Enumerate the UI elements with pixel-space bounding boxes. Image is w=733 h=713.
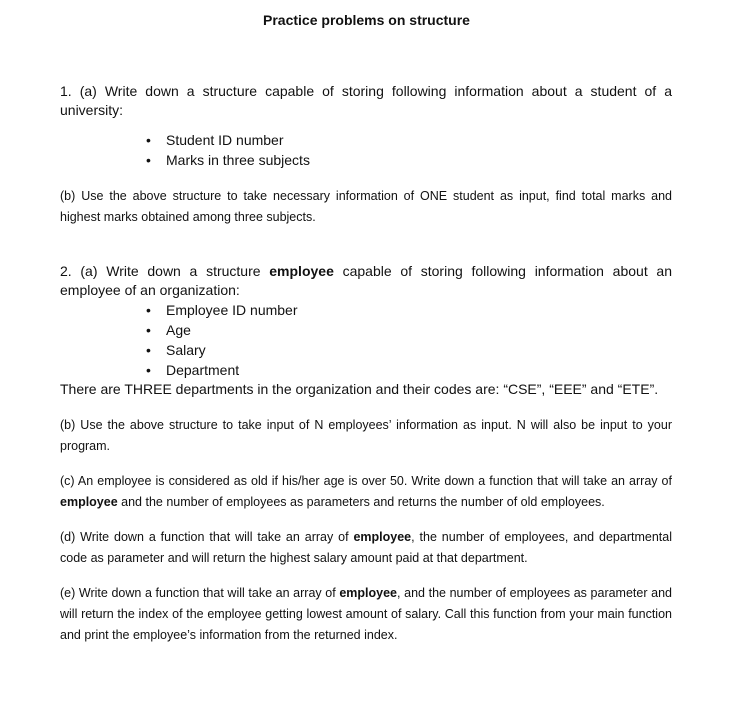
q2-departments-note: There are THREE departments in the organization and their codes are: “CSE”, “EEE” and “ETE”.: [60, 381, 659, 397]
document-body: [60, 82, 672, 646]
q2-part-b: (b) Use the above structure to take input of N employees’ information as input. N will also be input to your program.: [60, 418, 672, 453]
bullet-icon: •: [146, 322, 151, 338]
page-title: Practice problems on structure: [263, 12, 470, 28]
q2-part-d: (d) Write down a function that will take an array of employee, the number of employees, and departmental code as parameter and will return the highest salary amount paid at that department.: [60, 530, 672, 565]
list-item: • Department: [146, 362, 240, 378]
q2-part-a: 2. (a) Write down a structure employee capable of storing following information about an employee of an organization:: [60, 263, 673, 298]
q1-info-list: [60, 130, 672, 170]
list-item: • Age: [146, 322, 191, 338]
list-item: • Marks in three subjects: [146, 152, 310, 168]
q1-part-b: (b) Use the above structure to take necessary information of ONE student as input, find total marks and highest marks obtained among three subjects.: [60, 189, 672, 224]
list-item: • Student ID number: [146, 132, 284, 148]
list-item: • Employee ID number: [146, 302, 298, 318]
q2-part-c: (c) An employee is considered as old if his/her age is over 50. Write down a function that will take an array of employee and the number of employees as parameters and returns the number of old employees.: [60, 474, 672, 509]
bullet-icon: •: [146, 132, 151, 148]
keyword-employee: employee: [339, 586, 398, 600]
keyword-employee: employee: [353, 530, 412, 544]
q2-part-e: (e) Write down a function that will take an array of employee, and the number of employees as parameter and will return the index of the employee getting lowest amount of salary. Call this function from your main function and print the employee’s information from the returned index.: [60, 586, 672, 642]
bullet-icon: •: [146, 362, 151, 378]
bullet-icon: •: [146, 152, 151, 168]
bullet-icon: •: [146, 302, 151, 318]
keyword-employee: employee: [269, 263, 334, 279]
q1-part-a: 1. (a) Write down a structure capable of storing following information about a student of a university:: [60, 83, 672, 118]
q2-info-list: [60, 300, 672, 380]
list-item: • Salary: [146, 342, 206, 358]
keyword-employee: employee: [60, 495, 118, 509]
bullet-icon: •: [146, 342, 151, 358]
